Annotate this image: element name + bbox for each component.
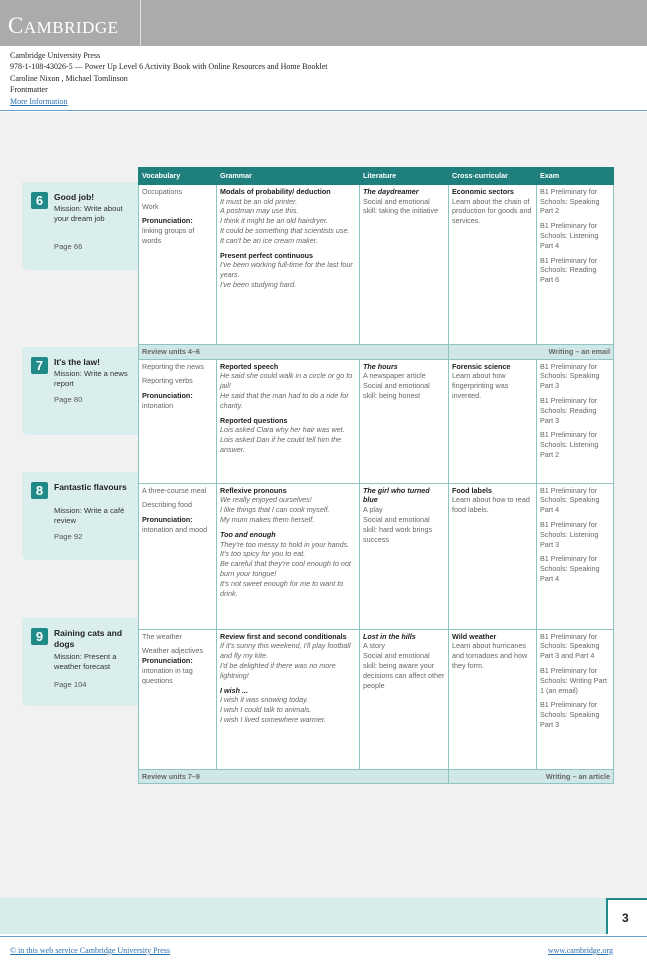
grammar-example: He said she could walk in a circle or go to jail! xyxy=(220,371,353,391)
pronunciation-value: intonation xyxy=(142,400,174,410)
grammar-heading: Reported speech xyxy=(220,361,279,371)
exam-cell xyxy=(537,184,614,344)
cross-curricular-cell xyxy=(449,629,537,769)
literature-text: A story xyxy=(363,641,385,651)
grammar-example: It can't be an ice cream maker. xyxy=(220,235,318,245)
grammar-example: I'd be delighted if there was no more lightning! xyxy=(220,660,336,680)
vocabulary-cell xyxy=(139,359,217,483)
header-exam: Exam xyxy=(537,168,614,185)
unit-panel xyxy=(22,347,138,435)
table-row xyxy=(139,184,614,344)
more-information-link[interactable]: More Information xyxy=(10,96,68,106)
pronunciation-label: Pronunciation: xyxy=(142,391,193,401)
vocabulary-cell xyxy=(139,184,217,344)
exam-item: B1 Preliminary for Schools: Speaking Part 3 and Part 4 xyxy=(540,631,600,661)
grammar-example: I wish it was snowing today. xyxy=(220,695,309,705)
publisher: Cambridge University Press xyxy=(10,51,101,60)
table-row xyxy=(139,629,614,769)
top-rule xyxy=(0,110,647,111)
exam-item: B1 Preliminary for Schools: Reading Part 6 xyxy=(540,255,598,285)
cross-curricular-text: Learn about hurricanes and tornadoes and how they form. xyxy=(452,641,528,670)
exam-item: B1 Preliminary for Schools: Listening Part 3 xyxy=(540,519,599,549)
logo-box xyxy=(0,0,141,46)
book-metadata xyxy=(10,50,328,107)
vocab-item: Work xyxy=(142,201,159,211)
unit-page: Page 66 xyxy=(54,242,83,251)
literature-text: Social and emotional skill: being honest xyxy=(363,381,430,400)
grammar-heading: Review first and second conditionals xyxy=(220,631,347,641)
pronunciation-value: intonation in tag questions xyxy=(142,665,193,685)
vocab-item: Describing food xyxy=(142,500,192,510)
grammar-example: It must be an old printer. xyxy=(220,196,298,206)
vocab-item: A three-course meal xyxy=(142,485,207,495)
unit-panel xyxy=(22,182,138,270)
grammar-example: I wish I could talk to animals. xyxy=(220,705,312,715)
unit-number: 9 xyxy=(31,628,48,645)
unit-mission: Mission: Present a weather forecast xyxy=(54,652,117,671)
cambridge-logo[interactable]: CAMBRIDGE xyxy=(8,13,119,38)
cross-curricular-text: Learn about how fingerprinting was invented. xyxy=(452,371,509,400)
unit-title: Fantastic flavours xyxy=(54,482,127,492)
grammar-example: It's not sweet enough for me to want to drink. xyxy=(220,578,344,598)
copyright-link[interactable]: © in this web service Cambridge University Press xyxy=(10,946,171,955)
grammar-example: I like things that I can cook myself. xyxy=(220,505,330,515)
literature-title: Lost in the hills xyxy=(363,631,416,641)
grammar-heading: Present perfect continuous xyxy=(220,250,314,260)
grammar-example: I wish I lived somewhere warmer. xyxy=(220,714,326,724)
syllabus-table xyxy=(138,167,614,784)
grammar-heading: Reflexive pronouns xyxy=(220,485,287,495)
grammar-example: They're too messy to hold in your hands. xyxy=(220,539,350,549)
literature-text: Social and emotional skill: taking the initiative xyxy=(363,196,439,216)
unit-panel xyxy=(22,472,138,560)
grammar-cell xyxy=(217,629,360,769)
grammar-heading: I wish ... xyxy=(220,685,248,695)
cross-curricular-title: Wild weather xyxy=(452,631,497,641)
unit-number: 7 xyxy=(31,357,48,374)
exam-item: B1 Preliminary for Schools: Reading Part 3 xyxy=(540,395,598,425)
literature-text: A play xyxy=(363,505,383,515)
grammar-cell xyxy=(217,184,360,344)
literature-cell xyxy=(360,184,449,344)
website-link[interactable]: www.cambridge.org xyxy=(547,946,613,955)
unit-mission: Mission: Write about your dream job xyxy=(54,204,123,223)
review-writing: Writing – an article xyxy=(449,769,614,784)
cross-curricular-title: Forensic science xyxy=(452,361,511,371)
grammar-example: Be careful that they're cool enough to not burn your tongue! xyxy=(220,559,351,578)
cross-curricular-cell xyxy=(449,483,537,629)
grammar-example: Lois asked Clara why her hair was wet. xyxy=(220,425,345,435)
vocabulary-cell xyxy=(139,483,217,629)
exam-item: B1 Preliminary for Schools: Listening Part 2 xyxy=(540,430,599,459)
exam-item: B1 Preliminary for Schools: Speaking Part 3 xyxy=(540,700,600,729)
grammar-example: He said that the man had to do a ride for charity. xyxy=(220,390,349,410)
cross-curricular-title: Economic sectors xyxy=(452,186,514,196)
header-cross-curricular: Cross-curricular xyxy=(449,168,537,185)
exam-item: B1 Preliminary for Schools: Speaking Part 3 xyxy=(540,361,600,391)
cross-curricular-cell xyxy=(449,184,537,344)
exam-item: B1 Preliminary for Schools: Listening Part 4 xyxy=(540,221,599,250)
grammar-example: I've been working full-time for the last four years. xyxy=(220,260,353,280)
grammar-example: If it's sunny this weekend, I'll play football and fly my kite. xyxy=(220,641,351,661)
exam-item: B1 Preliminary for Schools: Speaking Part 4 xyxy=(540,554,600,583)
table-row xyxy=(139,483,614,629)
vocabulary-cell xyxy=(139,629,217,769)
header-grammar: Grammar xyxy=(217,168,360,185)
vocab-item: Occupations xyxy=(142,186,182,196)
pronunciation-value: linking groups of words xyxy=(142,226,195,245)
isbn-title: 978-1-108-43026-5 — Power Up Level 6 Activity Book with Online Resources and Home Booklet xyxy=(10,62,328,72)
exam-item: B1 Preliminary for Schools: Writing Part 1 (an email) xyxy=(540,665,607,695)
vocab-item: Reporting the news xyxy=(142,361,204,371)
unit-title: Good job! xyxy=(54,192,95,202)
exam-item: B1 Preliminary for Schools: Speaking Part 4 xyxy=(540,485,600,515)
vocab-item: The weather xyxy=(142,631,182,641)
unit-mission: Mission: Write a café review xyxy=(54,506,125,525)
table-header-row xyxy=(139,168,614,185)
cross-curricular-cell xyxy=(449,359,537,483)
grammar-example: Lois asked Dan if he could tell him the answer. xyxy=(220,435,342,454)
header-literature: Literature xyxy=(360,168,449,185)
unit-page: Page 80 xyxy=(54,395,83,404)
exam-cell xyxy=(537,483,614,629)
cross-curricular-text: Learn about how to read food labels. xyxy=(452,495,530,515)
exam-item: B1 Preliminary for Schools: Speaking Part 2 xyxy=(540,186,600,216)
cross-curricular-text: Learn about the chain of production for goods and services. xyxy=(452,196,532,226)
pronunciation-label: Pronunciation: xyxy=(142,216,193,226)
unit-title: It's the law! xyxy=(54,357,100,367)
grammar-example: My mum makes them herself. xyxy=(220,514,315,524)
exam-cell xyxy=(537,629,614,769)
unit-title: Raining cats and dogs xyxy=(54,628,123,649)
unit-number: 8 xyxy=(31,482,48,499)
grammar-heading: Reported questions xyxy=(220,415,288,425)
grammar-example: It's too spicy for you to eat. xyxy=(220,549,306,559)
grammar-heading: Too and enough xyxy=(220,529,276,539)
header-vocabulary: Vocabulary xyxy=(139,168,217,185)
review-row xyxy=(139,769,614,784)
footer-band xyxy=(0,898,606,934)
literature-title: The girl who turned blue xyxy=(363,485,430,505)
unit-page: Page 104 xyxy=(54,680,87,689)
page-number: 3 xyxy=(622,911,629,925)
cross-curricular-title: Food labels xyxy=(452,485,492,495)
grammar-heading: Modals of probability/ deduction xyxy=(220,186,331,196)
review-units: Review units 7–9 xyxy=(139,769,449,784)
literature-cell xyxy=(360,359,449,483)
literature-cell xyxy=(360,483,449,629)
literature-cell xyxy=(360,629,449,769)
exam-cell xyxy=(537,359,614,483)
grammar-cell xyxy=(217,359,360,483)
grammar-example: I think it might be an old hairdryer. xyxy=(220,216,328,226)
table-row xyxy=(139,359,614,483)
literature-text: A newspaper article xyxy=(363,371,426,381)
literature-title: The hours xyxy=(363,361,398,371)
unit-page: Page 92 xyxy=(54,532,83,541)
pronunciation-label: Pronunciation: xyxy=(142,656,193,666)
review-row xyxy=(139,344,614,359)
section: Frontmatter xyxy=(10,85,48,95)
grammar-example: A postman may use this. xyxy=(220,206,299,216)
literature-text: Social and emotional skill: hard work brings success xyxy=(363,514,433,544)
authors: Caroline Nixon , Michael Tomlinson xyxy=(10,73,128,83)
pronunciation-value: intonation and mood xyxy=(142,524,208,534)
bottom-rule xyxy=(0,936,647,937)
unit-number: 6 xyxy=(31,192,48,209)
page-number-box xyxy=(606,898,647,934)
literature-text: Social and emotional skill: being aware your decisions can affect other people xyxy=(363,651,445,690)
review-units: Review units 4–6 xyxy=(139,344,449,359)
vocab-item: Weather adjectives xyxy=(142,646,203,656)
grammar-cell xyxy=(217,483,360,629)
grammar-example: It could be something that scientists use. xyxy=(220,225,350,235)
pronunciation-label: Pronunciation: xyxy=(142,515,193,525)
review-writing: Writing – an email xyxy=(449,344,614,359)
unit-mission: Mission: Write a news report xyxy=(54,369,128,388)
grammar-example: We really enjoyed ourselves! xyxy=(220,495,312,505)
literature-title: The daydreamer xyxy=(363,186,419,196)
vocab-item: Reporting verbs xyxy=(142,376,193,386)
grammar-example: I've been studying hard. xyxy=(220,279,297,289)
unit-panel xyxy=(22,618,138,706)
